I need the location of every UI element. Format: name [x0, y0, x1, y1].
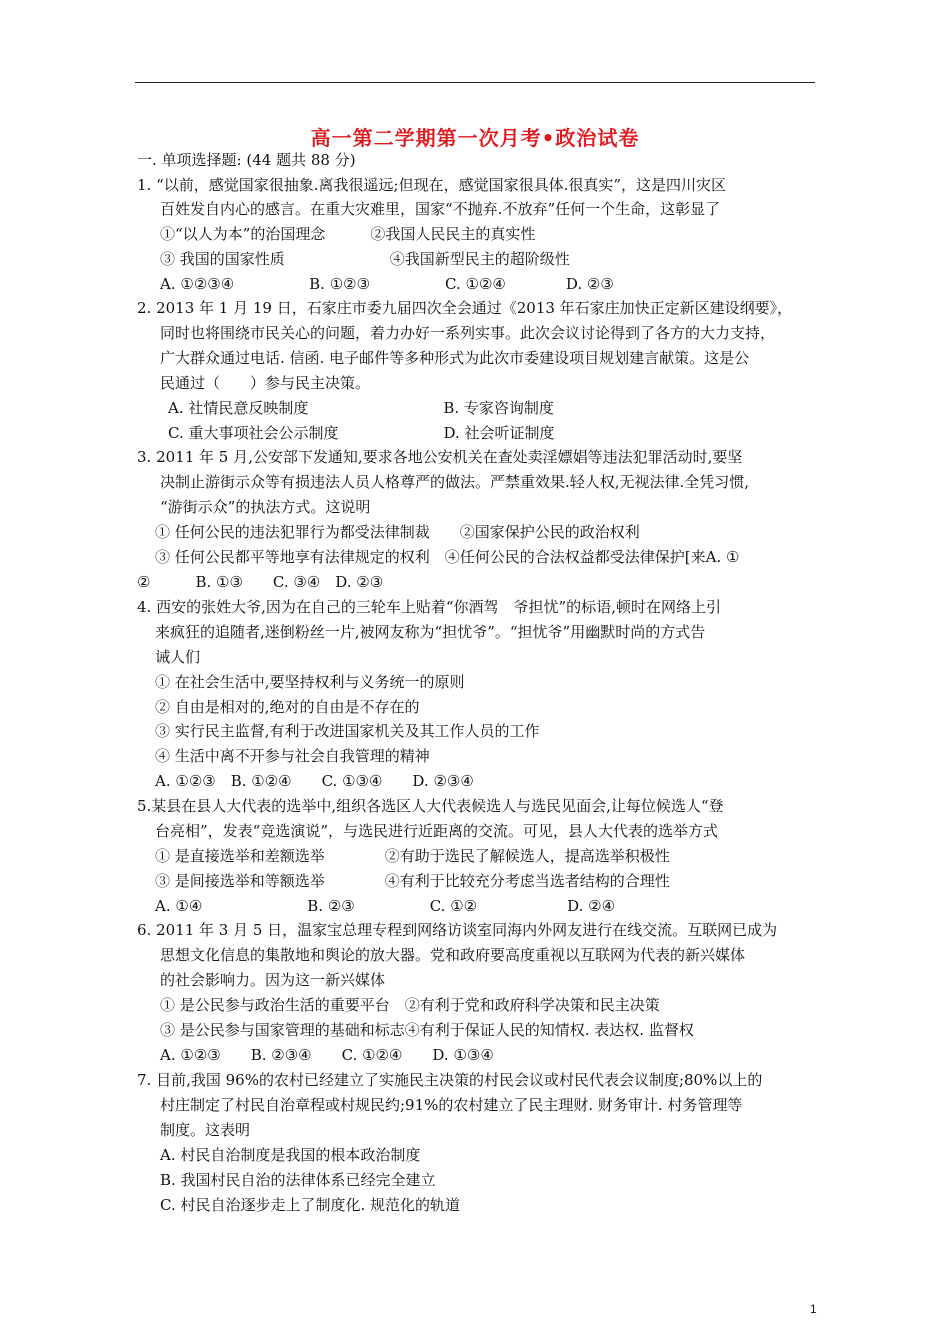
page-number: 1	[810, 1302, 817, 1316]
text-line: 广大群众通过电话. 信函. 电子邮件等多种形式为此次市委建设项目规划建言献策。这是公	[160, 349, 750, 367]
text-line: 6. 2011 年 3 月 5 日，温家宝总理专程到网络访谈室同海内外网友进行在线交流。互联网已成为	[137, 921, 778, 939]
text-line: ② B. ①③ C. ③④ D. ②③	[137, 573, 384, 591]
text-line: ① 在社会生活中,要坚持权利与义务统一的原则	[155, 673, 465, 691]
text-line: ④ 生活中离不开参与社会自我管理的精神	[155, 747, 430, 765]
text-line: 思想文化信息的集散地和舆论的放大器。党和政府要高度重视以互联网为代表的新兴媒体	[160, 946, 746, 964]
section-heading: 一. 单项选择题: (44 题共 88 分)	[137, 151, 356, 169]
text-line: 来疯狂的追随者,迷倒粉丝一片,被网友称为“担忧爷”。“担忧爷”用幽默时尚的方式告	[155, 623, 706, 641]
text-line: 民通过（ ）参与民主决策。	[160, 374, 371, 392]
text-line: 村庄制定了村民自治章程或村规民约;91%的农村建立了民主理财. 财务审计. 村务管理等	[160, 1096, 743, 1114]
page-title: 高一第二学期第一次月考•政治试卷	[310, 126, 640, 150]
text-line: A. 社情民意反映制度 B. 专家咨询制度	[168, 399, 554, 417]
text-line: ① 任何公民的违法犯罪行为都受法律制裁 ②国家保护公民的政治权利	[155, 523, 640, 541]
text-line: A. ①④ B. ②③ C. ①② D. ②④	[155, 897, 616, 915]
text-line: 5.某县在县人大代表的选举中,组织各选区人大代表候选人与选民见面会,让每位候选人“登	[137, 797, 724, 815]
text-line: C. 村民自治逐步走上了制度化. 规范化的轨道	[160, 1196, 461, 1214]
text-line: ③ 是间接选举和等额选举 ④有利于比较充分考虑当选者结构的合理性	[155, 872, 670, 890]
text-line: 1. “以前，感觉国家很抽象.离我很遥远;但现在，感觉国家很具体.很真实”，这是四川灾区	[137, 176, 727, 194]
text-line: 的社会影响力。因为这一新兴媒体	[160, 971, 386, 989]
text-line: “游街示众”的执法方式。这说明	[160, 498, 371, 516]
text-line: 决制止游街示众等有损违法人员人格尊严的做法。严禁重效果.轻人权,无视法律.全凭习惯,	[160, 473, 750, 491]
text-line: A. ①②③ B. ①②④ C. ①③④ D. ②③④	[155, 772, 474, 790]
text-line: B. 我国村民自治的法律体系已经完全建立	[160, 1171, 436, 1189]
text-line: 诫人们	[155, 648, 201, 666]
text-line: ③ 任何公民都平等地享有法律规定的权利 ④任何公民的合法权益都受法律保护[来A. ①	[155, 548, 740, 566]
text-line: ① 是公民参与政治生活的重要平台 ②有利于党和政府科学决策和民主决策	[160, 996, 660, 1014]
text-line: 2. 2013 年 1 月 19 日，石家庄市委九届四次全会通过《2013 年石家庄加快正定新区建设纲要》，	[137, 299, 793, 317]
text-line: C. 重大事项社会公示制度 D. 社会听证制度	[168, 424, 555, 442]
text-line: ③ 是公民参与国家管理的基础和标志④有利于保证人民的知情权. 表达权. 监督权	[160, 1021, 694, 1039]
header-rule	[135, 82, 815, 83]
text-line: A. ①②③④ B. ①②③ C. ①②④ D. ②③	[160, 275, 614, 293]
text-line: A. 村民自治制度是我国的根本政治制度	[160, 1146, 421, 1164]
text-line: 台亮相”，发表“竞选演说”，与选民进行近距离的交流。可见，县人大代表的选举方式	[155, 822, 719, 840]
text-line: 百姓发自内心的感言。在重大灾难里，国家“不抛弃.不放弃”任何一个生命，这彰显了	[160, 200, 721, 218]
text-line: ② 自由是相对的,绝对的自由是不存在的	[155, 698, 420, 716]
text-line: 7. 目前,我国 96%的农村已经建立了实施民主决策的村民会议或村民代表会议制度;80%以上的	[137, 1071, 763, 1089]
text-line: A. ①②③ B. ②③④ C. ①②④ D. ①③④	[160, 1046, 494, 1064]
text-line: 制度。这表明	[160, 1121, 251, 1139]
text-line: 4. 西安的张姓大爷,因为在自己的三轮车上贴着“你酒驾 爷担忧”的标语,顿时在网络上引	[137, 598, 721, 616]
text-line: ③ 我国的国家性质 ④我国新型民主的超阶级性	[160, 250, 570, 268]
text-line: 同时也将围绕市民关心的问题，着力办好一系列实事。此次会议讨论得到了各方的大力支持，	[160, 324, 776, 342]
text-line: ③ 实行民主监督,有利于改进国家机关及其工作人员的工作	[155, 722, 540, 740]
text-line: ① 是直接选举和差额选举 ②有助于选民了解候选人，提高选举积极性	[155, 847, 670, 865]
text-line: ①“以人为本”的治国理念 ②我国人民民主的真实性	[160, 225, 536, 243]
text-line: 3. 2011 年 5 月,公安部下发通知,要求各地公安机关在查处卖淫嫖娼等违法犯罪活动时,要坚	[137, 448, 743, 466]
